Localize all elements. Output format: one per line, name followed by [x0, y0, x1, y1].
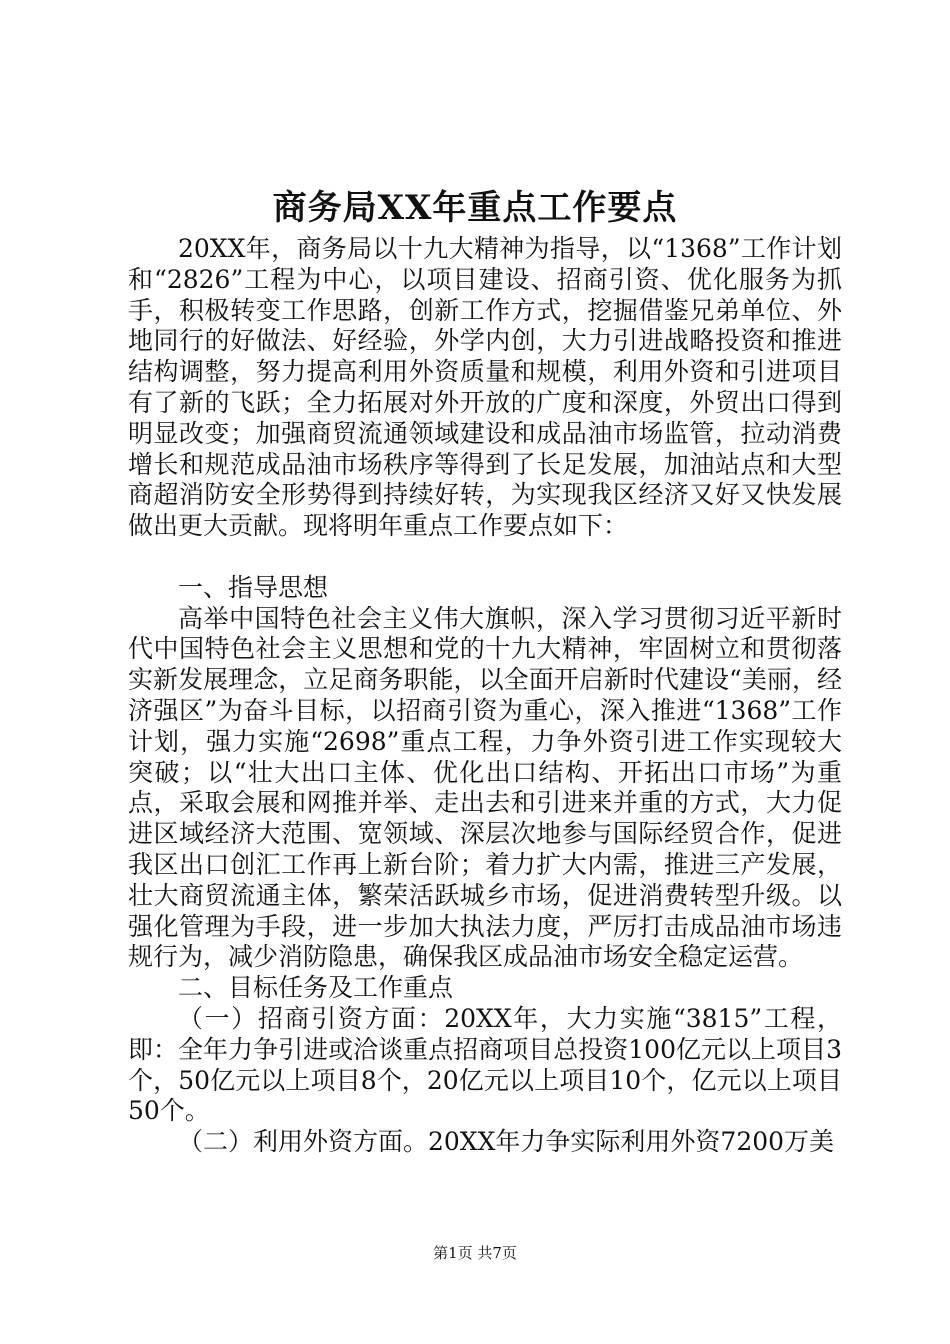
document-body — [128, 234, 842, 1158]
document-title: 商务局XX年重点工作要点 — [272, 188, 678, 228]
section-heading-targets: 二、目标任务及工作重点 — [178, 973, 454, 1003]
page-footer: 第1页 共7页 — [433, 1244, 517, 1262]
foreign-capital-paragraph: （二）利用外资方面。20XX年力争实际利用外资7200万美 — [178, 1127, 835, 1157]
section-heading-guiding-ideology: 一、指导思想 — [178, 572, 329, 602]
paragraph-gap — [128, 542, 842, 573]
investment-attraction-paragraph: （一）招商引资方面：20XX年，大力实施“3815”工程，即：全年力争引进或洽谈重点招商项目总投资100亿元以上项目3个，50亿元以上项目8个，20亿元以上项目10个，亿元以上项目50个。 — [128, 1003, 842, 1126]
intro-paragraph: 20XX年，商务局以十九大精神为指导，以“1368”工作计划和“2826”工程为中心，以项目建设、招商引资、优化服务为抓手，积极转变工作思路，创新工作方式，挖掘借鉴兄弟单位、外地同行的好做法、好经验，外学内创，大力引进战略投资和推进结构调整，努力提高利用外资质量和规模，利用外资和引进项目有了新的飞跃；全力拓展对外开放的广度和深度，外贸出口得到明显改变；加强商贸流通领域建设和成品油市场监管，拉动消费增长和规范成品油市场秩序等得到了长足发展，加油站点和大型商超消防安全形势得到持续好转，为实现我区经济又好又快发展做出更大贡献。现将明年重点工作要点如下： — [128, 234, 842, 541]
guiding-ideology-paragraph: 高举中国特色社会主义伟大旗帜，深入学习贯彻习近平新时代中国特色社会主义思想和党的十九大精神，牢固树立和贯彻落实新发展理念，立足商务职能，以全面开启新时代建设“美丽，经济强区”为奋斗目标，以招商引资为重心，深入推进“1368”工作计划，强力实施“2698”重点工程，力争外资引进工作实现较大突破；以“壮大出口主体、优化出口结构、开拓出口市场”为重点，采取会展和网推并举、走出去和引进来并重的方式，大力促进区域经济大范围、宽领域、深层次地参与国际经贸合作，促进我区出口创汇工作再上新台阶；着力扩大内需，推进三产发展，壮大商贸流通主体，繁荣活跃城乡市场，促进消费转型升级。以强化管理为手段，进一步加大执法力度，严厉打击成品油市场违规行为，减少消防隐患，确保我区成品油市场安全稳定运营。 — [128, 603, 842, 972]
